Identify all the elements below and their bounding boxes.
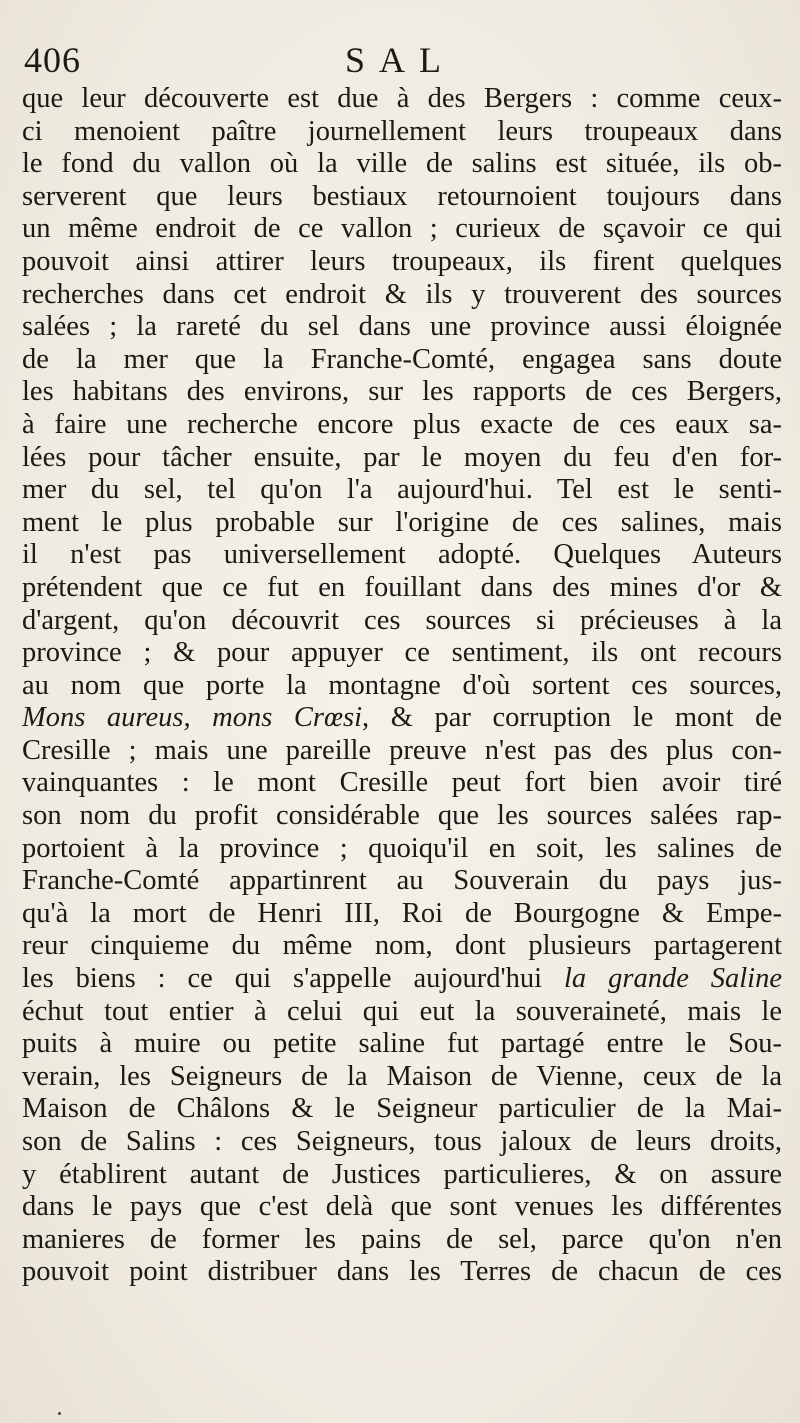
text-line: son de Salins : ces Seigneurs, tous jaloux de leurs droits, <box>22 1126 782 1157</box>
text-line: puits à muire ou petite saline fut partagé entre le Sou- <box>22 1028 782 1060</box>
text-line: portoient à la province ; quoiqu'il en soit, les salines de <box>22 832 782 864</box>
text-line: qu'à la mort de Henri III, Roi de Bourgogne & Empe- <box>22 897 782 929</box>
text-line: à faire une recherche encore plus exacte de ces eaux sa- <box>22 408 782 440</box>
text-line: serverent que leurs bestiaux retournoient toujours dans <box>22 180 782 212</box>
text-line: salées ; la rareté du sel dans une province aussi éloignée <box>22 311 782 343</box>
text-line: échut tout entier à celui qui eut la souveraineté, mais le <box>22 995 782 1027</box>
text-line: Maison de Châlons & le Seigneur particulier de la Mai- <box>22 1093 782 1125</box>
text-line: lées pour tâcher ensuite, par le moyen du feu d'en for- <box>22 441 782 473</box>
text-line: prétendent que ce fut en fouillant dans des mines d'or & <box>22 571 782 603</box>
text-line: Franche-Comté appartinrent au Souverain du pays jus- <box>22 865 782 897</box>
text-line: manieres de former les pains de sel, parce qu'on n'en <box>22 1223 782 1255</box>
text-line: le fond du vallon où la ville de salins est située, ils ob- <box>22 148 782 180</box>
text-line <box>22 963 782 996</box>
italic-phrase: Mons aureus, mons Crœsi <box>22 702 363 734</box>
text-line: au nom que porte la montagne d'où sortent ces sources, <box>22 669 782 701</box>
text-line: les habitans des environs, sur les rapports de ces Bergers, <box>22 376 782 408</box>
ink-speck <box>58 1412 61 1415</box>
italic-phrase: la grande Saline <box>564 963 782 995</box>
text-line: de la mer que la Franche-Comté, engagea sans doute <box>22 343 782 375</box>
text-line <box>22 702 782 735</box>
text-line: pouvoit point distribuer dans les Terres de chacun de ces <box>22 1256 782 1288</box>
running-head: SAL <box>344 40 455 80</box>
text-segment: , & par corruption le mont de <box>362 702 782 734</box>
text-line: mer du sel, tel qu'on l'a aujourd'hui. Tel est le senti- <box>22 474 782 506</box>
text-line: son nom du profit considérable que les sources salées rap- <box>22 800 782 832</box>
text-line: il n'est pas universellement adopté. Quelques Auteurs <box>22 539 782 571</box>
text-line: vainquantes : le mont Cresille peut fort bien avoir tiré <box>22 767 782 799</box>
text-line: province ; & pour appuyer ce sentiment, ils ont recours <box>22 637 782 669</box>
text-line: reur cinquieme du même nom, dont plusieurs partagerent <box>22 930 782 962</box>
text-line: ci menoient paître journellement leurs troupeaux dans <box>22 115 782 147</box>
text-line: Cresille ; mais une pareille preuve n'est pas des plus con- <box>22 734 782 766</box>
text-segment: les biens : ce qui s'appelle aujourd'hui <box>22 963 565 995</box>
text-line: un même endroit de ce vallon ; curieux de sçavoir ce qui <box>22 213 782 245</box>
text-line: ment le plus probable sur l'origine de ces salines, mais <box>22 506 782 538</box>
page-number: 406 <box>24 40 81 80</box>
text-line: dans le pays que c'est delà que sont venues les différentes <box>22 1191 782 1223</box>
text-line: que leur découverte est due à des Bergers : comme ceux- <box>22 83 782 114</box>
body-text <box>22 83 782 1289</box>
page-header <box>24 38 776 82</box>
text-line: y établirent autant de Justices particulieres, & on assure <box>22 1158 782 1190</box>
text-line: d'argent, qu'on découvrit ces sources si précieuses à la <box>22 604 782 636</box>
text-line: recherches dans cet endroit & ils y trouverent des sources <box>22 278 782 310</box>
text-line: pouvoit ainsi attirer leurs troupeaux, ils firent quelques <box>22 245 782 277</box>
text-line: verain, les Seigneurs de la Maison de Vienne, ceux de la <box>22 1060 782 1092</box>
